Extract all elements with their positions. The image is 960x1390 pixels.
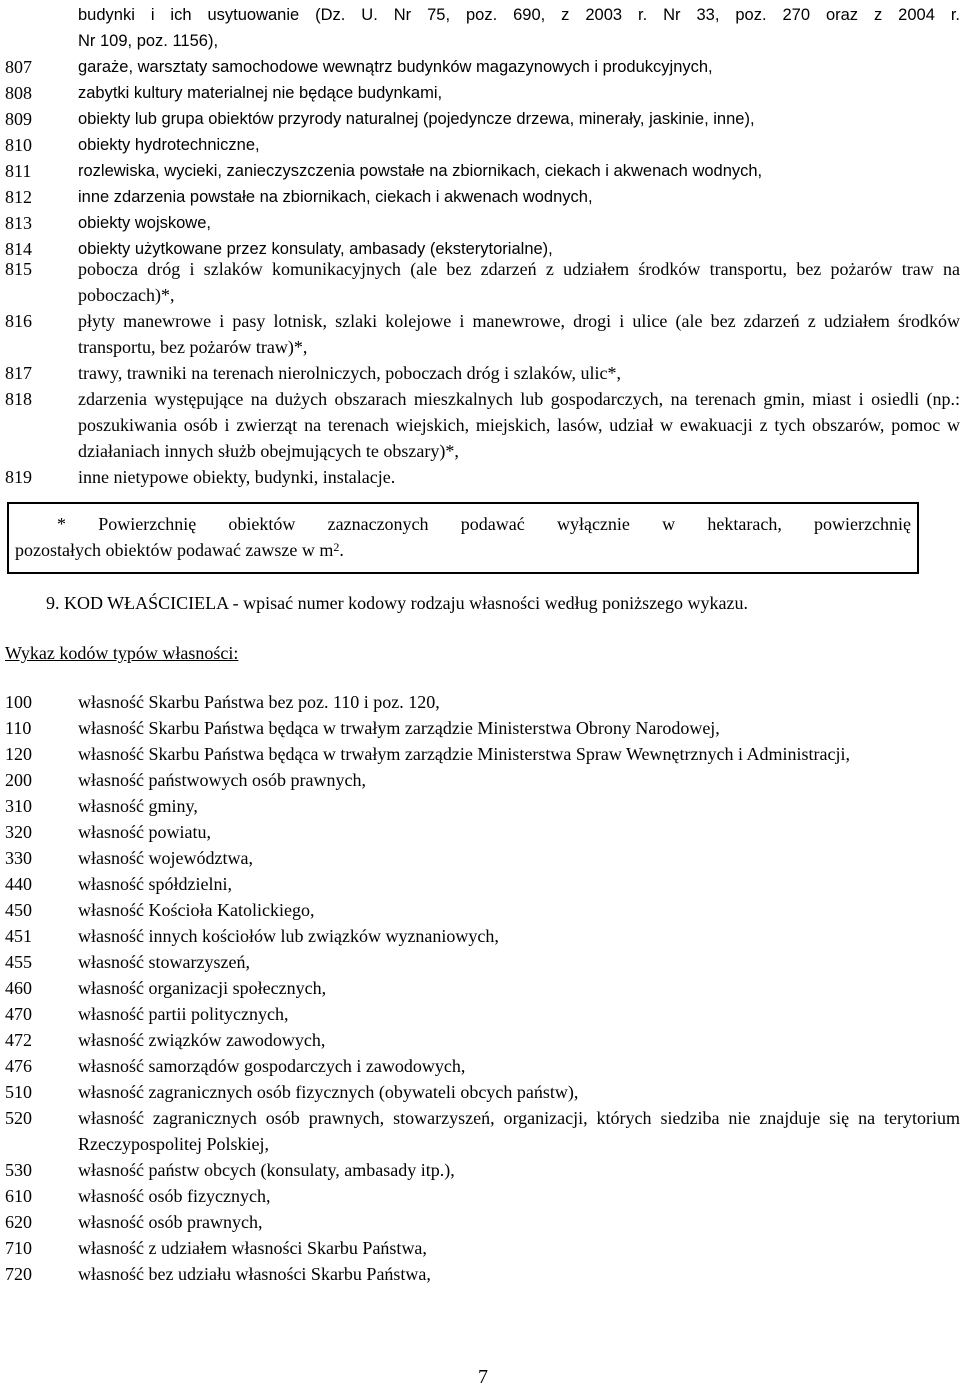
list-item-text: własność innych kościołów lub związków wyznaniowych, — [78, 926, 499, 946]
list-item — [0, 1079, 960, 1105]
list-item-text: własność związków zawodowych, — [78, 1030, 326, 1050]
object-codes-list — [0, 2, 960, 262]
list-item-code: 610 — [5, 1186, 32, 1206]
list-item — [0, 464, 960, 490]
list-item-code: 200 — [5, 770, 32, 790]
list-item — [0, 897, 960, 923]
list-item — [0, 158, 960, 184]
list-item — [0, 80, 960, 106]
list-item — [0, 1209, 960, 1235]
section-9-heading: 9. KOD WŁAŚCICIELA - wpisać numer kodowy rodzaju własności według poniższego wykazu. — [46, 593, 749, 613]
continuation-line-2: Nr 109, poz. 1156), — [78, 32, 219, 50]
list-item-text: własność osób prawnych, — [78, 1212, 263, 1232]
list-item — [0, 949, 960, 975]
list-item-text: własność państwowych osób prawnych, — [78, 770, 366, 790]
list-item-code: 450 — [5, 900, 32, 920]
list-item — [0, 1053, 960, 1079]
page-number: 7 — [478, 1366, 488, 1388]
list-item-text: obiekty wojskowe, — [78, 214, 211, 232]
list-item-code: 310 — [5, 796, 32, 816]
list-item — [0, 360, 960, 386]
list-item — [0, 1157, 960, 1183]
footnote-box — [7, 502, 919, 574]
list-item-code: 812 — [5, 187, 32, 207]
list-item-code: 460 — [5, 978, 32, 998]
list-item — [0, 741, 960, 767]
list-item — [0, 923, 960, 949]
object-codes-list-continued — [0, 256, 960, 490]
list-item-text: własność Skarbu Państwa będąca w trwałym zarządzie Ministerstwa Spraw Wewnętrznych i Administracji, — [78, 744, 850, 764]
list-item-text: własność zagranicznych osób fizycznych (obywateli obcych państw), — [78, 1082, 579, 1102]
list-item-text: własność gminy, — [78, 796, 198, 816]
list-item-code: 720 — [5, 1264, 32, 1284]
list-item — [0, 1235, 960, 1261]
list-item — [0, 793, 960, 819]
list-item-text: obiekty lub grupa obiektów przyrody naturalnej (pojedyncze drzewa, minerały, jaskinie, inne), — [78, 110, 755, 128]
list-item-text: obiekty użytkowane przez konsulaty, ambasady (eksterytorialne), — [78, 240, 553, 258]
list-item — [0, 819, 960, 845]
footnote-superscript: 2 — [333, 540, 340, 554]
list-item-text: trawy, trawniki na terenach nierolniczych, poboczach dróg i szlaków, ulic*, — [78, 363, 621, 383]
list-item-code: 815 — [5, 259, 32, 279]
list-item-code: 472 — [5, 1030, 32, 1050]
list-item-text: własność z udziałem własności Skarbu Państwa, — [78, 1238, 427, 1258]
list-item — [0, 386, 960, 464]
list-item-text: pobocza dróg i szlaków komunikacyjnych (ale bez zdarzeń z udziałem środków transportu, bez pożarów traw na poboczach)*, — [78, 259, 960, 305]
list-item — [0, 689, 960, 715]
list-item-code: 620 — [5, 1212, 32, 1232]
list-item-text: własność Kościoła Katolickiego, — [78, 900, 315, 920]
list-item-code: 451 — [5, 926, 32, 946]
ownership-list-heading: Wykaz kodów typów własności: — [5, 643, 239, 663]
list-item-text: własność samorządów gospodarczych i zawodowych, — [78, 1056, 466, 1076]
list-item-code: 818 — [5, 389, 32, 409]
list-item-text: rozlewiska, wycieki, zanieczyszczenia powstałe na zbiornikach, ciekach i akwenach wodnych, — [78, 162, 763, 180]
list-item-code: 520 — [5, 1108, 32, 1128]
list-item-text: własność Skarbu Państwa bez poz. 110 i poz. 120, — [78, 692, 440, 712]
list-item-code: 110 — [5, 718, 32, 738]
list-item-code: 811 — [5, 161, 32, 181]
list-item-text: własność osób fizycznych, — [78, 1186, 271, 1206]
list-item — [0, 132, 960, 158]
list-item — [0, 975, 960, 1001]
list-item-code: 476 — [5, 1056, 32, 1076]
list-item-text: własność partii politycznych, — [78, 1004, 289, 1024]
list-item-code: 530 — [5, 1160, 32, 1180]
list-item-code: 809 — [5, 109, 32, 129]
list-item — [0, 54, 960, 80]
list-item-code: 814 — [5, 239, 32, 259]
list-item-code: 817 — [5, 363, 32, 383]
footnote-line-2-text: pozostałych obiektów podawać zawsze w m — [15, 540, 334, 560]
list-item — [0, 308, 960, 360]
list-item — [0, 715, 960, 741]
list-item-text: własność spółdzielni, — [78, 874, 232, 894]
list-item-code: 807 — [5, 57, 32, 77]
list-item-code: 510 — [5, 1082, 32, 1102]
list-item — [0, 1001, 960, 1027]
list-item-text: zabytki kultury materialnej nie będące budynkami, — [78, 84, 443, 102]
list-item-code: 710 — [5, 1238, 32, 1258]
list-item-continuation — [0, 2, 960, 54]
continuation-line-1: budynki i ich usytuowanie (Dz. U. Nr 75, poz. 690, z 2003 r. Nr 33, poz. 270 oraz z 2004 r. — [78, 6, 960, 24]
list-item-text: inne zdarzenia powstałe na zbiornikach, ciekach i akwenach wodnych, — [78, 188, 593, 206]
ownership-codes-list — [0, 689, 960, 1287]
list-item — [0, 1261, 960, 1287]
list-item — [0, 1183, 960, 1209]
footnote-line-2 — [15, 537, 911, 563]
list-item-text: inne nietypowe obiekty, budynki, instalacje. — [78, 467, 396, 487]
list-item — [0, 845, 960, 871]
list-item — [0, 871, 960, 897]
list-item — [0, 184, 960, 210]
list-item-text: własność Skarbu Państwa będąca w trwałym zarządzie Ministerstwa Obrony Narodowej, — [78, 718, 720, 738]
list-item-text — [78, 2, 960, 54]
list-item — [0, 106, 960, 132]
list-item-text: własność organizacji społecznych, — [78, 978, 327, 998]
list-item-text: własność państw obcych (konsulaty, ambasady itp.), — [78, 1160, 455, 1180]
list-item-text: obiekty hydrotechniczne, — [78, 136, 260, 154]
list-item-code: 100 — [5, 692, 32, 712]
list-item-text: własność województwa, — [78, 848, 253, 868]
list-item-code: 330 — [5, 848, 32, 868]
list-item-code: 813 — [5, 213, 32, 233]
list-item-code: 470 — [5, 1004, 32, 1024]
list-item-code: 455 — [5, 952, 32, 972]
list-item-text: własność stowarzyszeń, — [78, 952, 250, 972]
footnote-line-1: * Powierzchnię obiektów zaznaczonych podawać wyłącznie w hektarach, powierzchnię — [57, 514, 911, 534]
list-item-text: garaże, warsztaty samochodowe wewnątrz budynków magazynowych i produkcyjnych, — [78, 58, 713, 76]
list-item-code: 440 — [5, 874, 32, 894]
list-item-code: 120 — [5, 744, 32, 764]
list-item-text: własność bez udziału własności Skarbu Państwa, — [78, 1264, 431, 1284]
list-item-text: własność zagranicznych osób prawnych, stowarzyszeń, organizacji, których siedziba nie znajduje się na terytorium Rzeczypospolitej Polskiej, — [78, 1108, 960, 1154]
list-item-code: 816 — [5, 311, 32, 331]
list-item — [0, 767, 960, 793]
list-item-code: 819 — [5, 467, 32, 487]
list-item-code: 320 — [5, 822, 32, 842]
list-item — [0, 1105, 960, 1157]
list-item — [0, 256, 960, 308]
list-item — [0, 1027, 960, 1053]
list-item-code: 808 — [5, 83, 32, 103]
footnote-line-2-end: . — [339, 540, 344, 560]
list-item — [0, 210, 960, 236]
list-item-text: własność powiatu, — [78, 822, 211, 842]
list-item-code: 810 — [5, 135, 32, 155]
list-item-text: zdarzenia występujące na dużych obszarach mieszkalnych lub gospodarczych, na terenach gmin, miast i osiedli (np.: poszukiwania osób i zwierząt na terenach wiejskich, miejskich, lasów, udział w ewakuacji z tych obszarów, pomoc w działaniach innych służb obejmujących te obszary)*, — [78, 389, 960, 461]
list-item-text: płyty manewrowe i pasy lotnisk, szlaki kolejowe i manewrowe, drogi i ulice (ale bez zdarzeń z udziałem środków transportu, bez pożarów traw)*, — [78, 311, 960, 357]
